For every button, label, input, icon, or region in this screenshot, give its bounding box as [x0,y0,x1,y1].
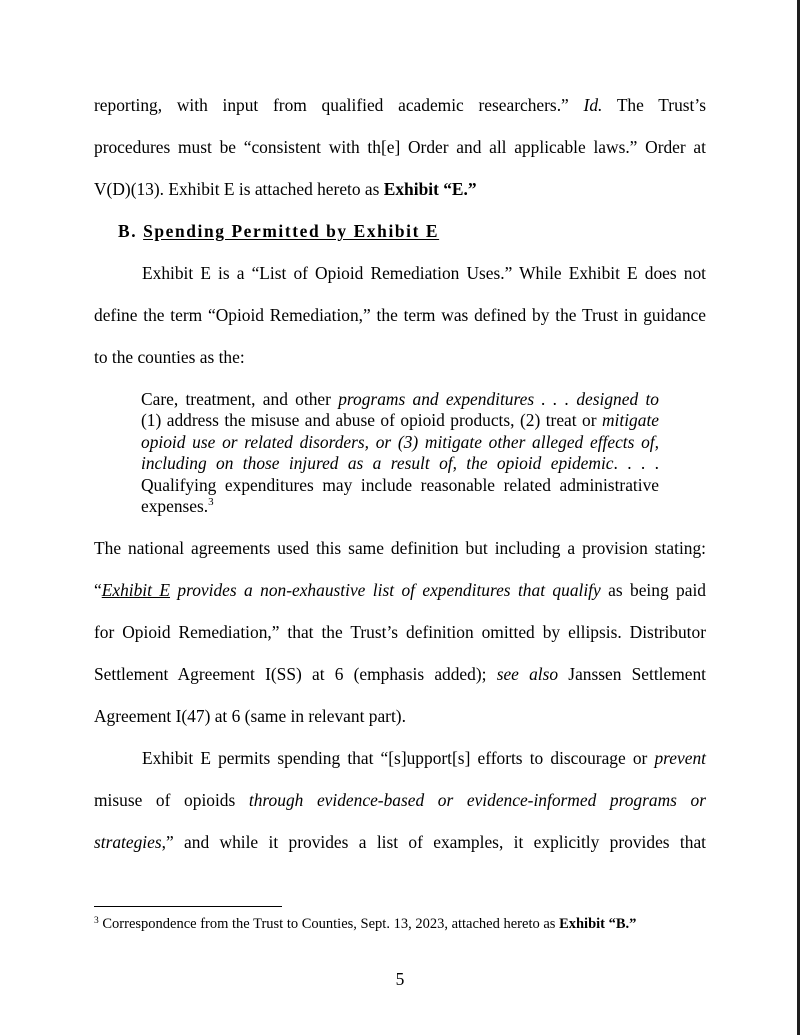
block-quote-line: (1) address the misuse and abuse of opioid products, (2) treat or mitigate [141,410,659,430]
body-line: define the term “Opioid Remediation,” the term was defined by the Trust in guidance [94,305,706,325]
body-line: Agreement I(47) at 6 (same in relevant part). [94,706,406,726]
body-line: Exhibit E is a “List of Opioid Remediation Uses.” While Exhibit E does not [142,263,706,283]
block-quote-line: Care, treatment, and other programs and expenditures . . . designed to [141,389,659,409]
footnote: $^3$ Correspondence from the Trust to Counties, Sept. 13, 2023, attached hereto as Exhibit “B.” [94,916,637,932]
block-quote-line: including on those injured as a result of, the opioid epidemic. . . . [141,453,659,473]
body-line: V(D)(13). Exhibit E is attached hereto as Exhibit “E.” [94,179,477,199]
body-line: reporting, with input from qualified academic researchers.” Id. The Trust’s [94,95,706,115]
footnote-divider [94,906,282,907]
footnote-number: 3 [94,916,99,926]
block-quote-line: Qualifying expenditures may include reasonable related administrative [141,475,659,495]
body-line: Exhibit E permits spending that “[s]upport[s] efforts to discourage or prevent [142,748,706,768]
block-quote-line: expenses.$^3$ [141,496,214,516]
body-line: “Exhibit E provides a non-exhaustive list of expenditures that qualify as being paid [94,580,706,600]
section-title: Spending Permitted by Exhibit E [143,221,440,241]
body-line: strategies,” and while it provides a list of examples, it explicitly provides that [94,832,706,852]
block-quote-line: opioid use or related disorders, or (3) mitigate other alleged effects of, [141,432,659,452]
body-line: The national agreements used this same definition but including a provision stating: [94,538,706,558]
exhibit-reference: Exhibit “E.” [383,179,477,199]
footnote-marker: 3 [208,496,214,508]
body-line: misuse of opioids through evidence-based or evidence-informed programs or [94,790,706,810]
section-heading: B. Spending Permitted by Exhibit E [118,221,440,241]
body-line: for Opioid Remediation,” that the Trust’s definition omitted by ellipsis. Distributor [94,622,706,642]
body-line: Settlement Agreement I(SS) at 6 (emphasis added); see also Janssen Settlement [94,664,707,684]
page-number: 5 [395,969,405,989]
body-line: procedures must be “consistent with th[e] Order and all applicable laws.” Order at [94,137,706,157]
body-line: to the counties as the: [94,347,245,367]
emphasis-underlined: Exhibit E [101,580,170,600]
